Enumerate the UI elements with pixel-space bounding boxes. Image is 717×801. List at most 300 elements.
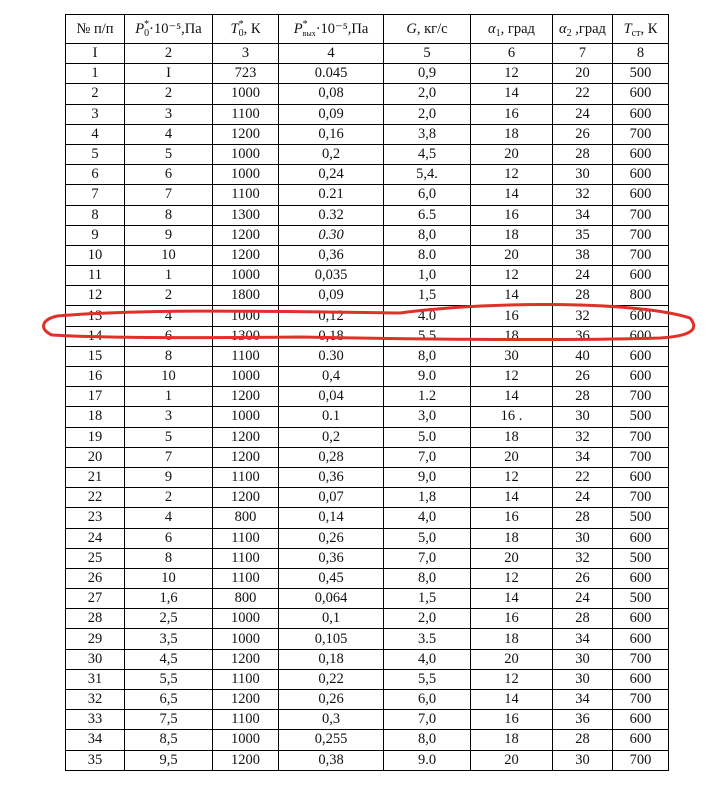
table-cell: 5,0: [384, 528, 471, 548]
table-cell: 16: [471, 104, 553, 124]
table-cell: 0,2: [279, 144, 384, 164]
table-cell: 600: [613, 528, 669, 548]
table-cell: 500: [613, 64, 669, 84]
table-cell: 16: [471, 609, 553, 629]
table-cell: 30: [66, 649, 125, 669]
table-cell: 1000: [213, 730, 279, 750]
table-row: [66, 144, 669, 164]
table-cell: 40: [553, 346, 613, 366]
table-cell: 800: [613, 286, 669, 306]
table-cell: 33: [66, 710, 125, 730]
table-cell: 26: [553, 367, 613, 387]
table-cell: 32: [553, 427, 613, 447]
table-cell: 800: [213, 589, 279, 609]
table-cell: 34: [553, 629, 613, 649]
table-cell: 0,09: [279, 104, 384, 124]
table-cell: 0,035: [279, 266, 384, 286]
table-cell: 2,5: [125, 609, 213, 629]
table-cell: 6,0: [384, 185, 471, 205]
table-cell: 30: [553, 750, 613, 770]
table-cell: 1200: [213, 245, 279, 265]
table-cell: 16: [471, 508, 553, 528]
table-cell: 15: [66, 346, 125, 366]
table-cell: 32: [553, 548, 613, 568]
table-cell: 34: [553, 447, 613, 467]
table-cell: 1000: [213, 407, 279, 427]
table-row: [66, 326, 669, 346]
table-cell: 700: [613, 690, 669, 710]
table-row: [66, 467, 669, 487]
table-cell: 0.045: [279, 64, 384, 84]
table-row: [66, 447, 669, 467]
table-cell: 1000: [213, 306, 279, 326]
table-cell: 8: [125, 205, 213, 225]
table-cell: 7,0: [384, 548, 471, 568]
table-row: [66, 750, 669, 770]
table-cell: 8: [66, 205, 125, 225]
table-cell: 16: [66, 367, 125, 387]
table-cell: 12: [471, 266, 553, 286]
table-cell: 4,5: [125, 649, 213, 669]
table-cell: 1100: [213, 346, 279, 366]
table-cell: 3.5: [384, 629, 471, 649]
table-cell: 500: [613, 407, 669, 427]
table-cell: 12: [471, 669, 553, 689]
table-cell: 5.5: [384, 326, 471, 346]
column-number-5: 5: [384, 44, 471, 64]
table-cell: 1200: [213, 124, 279, 144]
table-cell: 12: [471, 568, 553, 588]
table-cell: 9,5: [125, 750, 213, 770]
table-row: [66, 306, 669, 326]
table-cell: 2,0: [384, 84, 471, 104]
table-row: [66, 528, 669, 548]
table-cell: 16 .: [471, 407, 553, 427]
table-cell: 36: [553, 710, 613, 730]
table-cell: 0.32: [279, 205, 384, 225]
table-cell: 29: [66, 629, 125, 649]
table-cell: 10: [125, 568, 213, 588]
table-cell: 0,36: [279, 548, 384, 568]
table-cell: 30: [553, 407, 613, 427]
table-cell: 36: [553, 326, 613, 346]
table-cell: 38: [553, 245, 613, 265]
table-cell: 6: [125, 326, 213, 346]
column-number-6: 6: [471, 44, 553, 64]
table-cell: 18: [66, 407, 125, 427]
table-cell: 12: [471, 64, 553, 84]
table-cell: 1800: [213, 286, 279, 306]
table-cell: 600: [613, 609, 669, 629]
table-cell: 6,5: [125, 690, 213, 710]
header-row: [66, 15, 669, 44]
table-cell: 1,5: [384, 286, 471, 306]
table-cell: 25: [66, 548, 125, 568]
table-cell: 0.1: [279, 407, 384, 427]
table-row: [66, 245, 669, 265]
table-cell: 16: [471, 710, 553, 730]
table-cell: 6: [125, 165, 213, 185]
column-number-3: 3: [213, 44, 279, 64]
table-cell: 9,0: [384, 467, 471, 487]
table-row: [66, 124, 669, 144]
table-cell: 600: [613, 104, 669, 124]
table-cell: 1000: [213, 165, 279, 185]
table-cell: 14: [471, 185, 553, 205]
table-cell: 700: [613, 750, 669, 770]
table-cell: 0,2: [279, 427, 384, 447]
table-cell: 8,0: [384, 568, 471, 588]
table-cell: 20: [553, 64, 613, 84]
table-row: [66, 64, 669, 84]
table-cell: 0,4: [279, 367, 384, 387]
table-cell: 13: [66, 306, 125, 326]
table-cell: 9: [125, 467, 213, 487]
table-cell: 2,0: [384, 104, 471, 124]
table-cell: 20: [66, 447, 125, 467]
table-cell: 7,0: [384, 447, 471, 467]
table-cell: 7: [66, 185, 125, 205]
variants-table: [65, 14, 669, 771]
table-cell: 6.5: [384, 205, 471, 225]
table-cell: 28: [553, 286, 613, 306]
table-cell: 22: [553, 467, 613, 487]
table-cell: 18: [471, 225, 553, 245]
table-cell: 8,0: [384, 225, 471, 245]
table-cell: 2: [66, 84, 125, 104]
table-cell: 22: [553, 84, 613, 104]
table-cell: 18: [471, 629, 553, 649]
column-header-1: № п/п: [66, 15, 125, 44]
table-cell: 32: [553, 185, 613, 205]
table-cell: 700: [613, 427, 669, 447]
table-cell: 0,9: [384, 64, 471, 84]
table-cell: 4,0: [384, 649, 471, 669]
table-cell: 3,0: [384, 407, 471, 427]
table-cell: 2: [125, 286, 213, 306]
table-cell: 35: [553, 225, 613, 245]
table-cell: 500: [613, 508, 669, 528]
column-header-5: G, кг/с: [384, 15, 471, 44]
table-cell: 8: [125, 346, 213, 366]
table-cell: 28: [66, 609, 125, 629]
table-cell: 1100: [213, 528, 279, 548]
table-cell: 7: [125, 447, 213, 467]
table-cell: 1300: [213, 326, 279, 346]
table-cell: 0,28: [279, 447, 384, 467]
table-cell: 1100: [213, 104, 279, 124]
table-cell: 700: [613, 205, 669, 225]
table-cell: 1,8: [384, 488, 471, 508]
table-cell: 4: [66, 124, 125, 144]
table-cell: 9: [66, 225, 125, 245]
table-cell: 18: [471, 427, 553, 447]
column-number-1: I: [66, 44, 125, 64]
column-number-row: [66, 44, 669, 64]
column-number-2: 2: [125, 44, 213, 64]
table-cell: 6: [125, 528, 213, 548]
table-cell: 27: [66, 589, 125, 609]
table-cell: 32: [66, 690, 125, 710]
table-cell: 5.0: [384, 427, 471, 447]
table-cell: 0,16: [279, 124, 384, 144]
table-cell: 0,26: [279, 690, 384, 710]
table-cell: 22: [66, 488, 125, 508]
table-row: [66, 609, 669, 629]
table-cell: 1100: [213, 548, 279, 568]
table-cell: 600: [613, 326, 669, 346]
table-cell: 1.2: [384, 387, 471, 407]
table-cell: 1: [66, 64, 125, 84]
table-cell: 2: [125, 488, 213, 508]
table-cell: 0,18: [279, 649, 384, 669]
table-cell: 28: [553, 609, 613, 629]
table-cell: 20: [471, 548, 553, 568]
table-cell: 5,4.: [384, 165, 471, 185]
table-cell: 1100: [213, 669, 279, 689]
table-row: [66, 407, 669, 427]
table-cell: 8,0: [384, 346, 471, 366]
table-cell: 28: [553, 387, 613, 407]
table-cell: 1000: [213, 266, 279, 286]
table-cell: 0,105: [279, 629, 384, 649]
table-cell: 1200: [213, 488, 279, 508]
table-cell: 600: [613, 306, 669, 326]
table-cell: 0,09: [279, 286, 384, 306]
table-cell: 600: [613, 629, 669, 649]
table-cell: 26: [553, 568, 613, 588]
table-cell: 3: [125, 407, 213, 427]
table-cell: 1200: [213, 750, 279, 770]
table-cell: 1300: [213, 205, 279, 225]
table-cell: 5,5: [384, 669, 471, 689]
table-cell: 30: [553, 649, 613, 669]
table-row: [66, 589, 669, 609]
table-cell: 1,0: [384, 266, 471, 286]
column-header-3: T * 0 , К: [213, 15, 279, 44]
table-cell: 0,064: [279, 589, 384, 609]
column-header-6: α 1 , град: [471, 15, 553, 44]
table-cell: 0,18: [279, 326, 384, 346]
table-cell: 700: [613, 387, 669, 407]
table-cell: 600: [613, 144, 669, 164]
table-cell: 600: [613, 730, 669, 750]
table-cell: 11: [66, 266, 125, 286]
table-cell: 1: [125, 387, 213, 407]
table-cell: 500: [613, 589, 669, 609]
table-cell: 10: [125, 367, 213, 387]
table-row: [66, 629, 669, 649]
table-cell: 18: [471, 528, 553, 548]
table-cell: 0,26: [279, 528, 384, 548]
table-cell: 700: [613, 225, 669, 245]
table-cell: 26: [553, 124, 613, 144]
table-cell: 14: [471, 488, 553, 508]
table-cell: 1100: [213, 185, 279, 205]
table-cell: I: [125, 64, 213, 84]
table-cell: 600: [613, 467, 669, 487]
table-cell: 5: [66, 144, 125, 164]
table-row: [66, 508, 669, 528]
table-cell: 23: [66, 508, 125, 528]
table-cell: 10: [125, 245, 213, 265]
table-cell: 34: [553, 690, 613, 710]
table-cell: 21: [66, 467, 125, 487]
table-cell: 0,45: [279, 568, 384, 588]
table-cell: 1000: [213, 367, 279, 387]
table-row: [66, 84, 669, 104]
table-cell: 1100: [213, 568, 279, 588]
table-cell: 1200: [213, 447, 279, 467]
table-cell: 1200: [213, 649, 279, 669]
table-cell: 5,5: [125, 669, 213, 689]
table-cell: 30: [553, 165, 613, 185]
table-cell: 16: [471, 205, 553, 225]
table-row: [66, 427, 669, 447]
table-cell: 0,12: [279, 306, 384, 326]
table-cell: 18: [471, 124, 553, 144]
table-row: [66, 568, 669, 588]
table-cell: 0,36: [279, 467, 384, 487]
table-cell: 0,1: [279, 609, 384, 629]
table-cell: 34: [553, 205, 613, 225]
table-cell: 800: [213, 508, 279, 528]
table-cell: 1200: [213, 690, 279, 710]
table-body: [66, 64, 669, 771]
column-header-2: P * 0 ·10⁻⁵,Па: [125, 15, 213, 44]
table-row: [66, 185, 669, 205]
table-cell: 4: [125, 508, 213, 528]
table-cell: 0.21: [279, 185, 384, 205]
table-cell: 600: [613, 84, 669, 104]
table-row: [66, 649, 669, 669]
column-number-8: 8: [613, 44, 669, 64]
table-cell: 20: [471, 245, 553, 265]
table-cell: 600: [613, 367, 669, 387]
table-cell: 24: [553, 104, 613, 124]
table-cell: 3,8: [384, 124, 471, 144]
table-cell: 1000: [213, 84, 279, 104]
table-cell: 3,5: [125, 629, 213, 649]
column-header-7: α 2 ,град: [553, 15, 613, 44]
table-cell: 0,14: [279, 508, 384, 528]
table-cell: 0,3: [279, 710, 384, 730]
table-cell: 0,22: [279, 669, 384, 689]
table-cell: 9.0: [384, 750, 471, 770]
table-cell: 1000: [213, 629, 279, 649]
table-row: [66, 346, 669, 366]
table-cell: 3: [66, 104, 125, 124]
table-row: [66, 488, 669, 508]
table-cell: 0,04: [279, 387, 384, 407]
table-cell: 2: [125, 84, 213, 104]
table-cell: 3: [125, 104, 213, 124]
table-cell: 1100: [213, 467, 279, 487]
table-cell: 14: [66, 326, 125, 346]
table-cell: 0,24: [279, 165, 384, 185]
table-row: [66, 266, 669, 286]
table-cell: 24: [553, 266, 613, 286]
table-cell: 0,38: [279, 750, 384, 770]
table-cell: 7: [125, 185, 213, 205]
table-cell: 30: [471, 346, 553, 366]
table-row: [66, 286, 669, 306]
table-row: [66, 669, 669, 689]
table-cell: 1000: [213, 609, 279, 629]
table-cell: 8,5: [125, 730, 213, 750]
table-row: [66, 387, 669, 407]
table-cell: 12: [471, 165, 553, 185]
table-cell: 600: [613, 346, 669, 366]
table-cell: 28: [553, 730, 613, 750]
table-cell: 700: [613, 245, 669, 265]
table-cell: 9.0: [384, 367, 471, 387]
table-cell: 14: [471, 286, 553, 306]
column-number-4: 4: [279, 44, 384, 64]
table-cell: 19: [66, 427, 125, 447]
table-cell: 16: [471, 306, 553, 326]
table-cell: 0,07: [279, 488, 384, 508]
table-cell: 723: [213, 64, 279, 84]
table-cell: 600: [613, 266, 669, 286]
table-cell: 0,255: [279, 730, 384, 750]
table-cell: 0,08: [279, 84, 384, 104]
table-cell: 0.30: [279, 346, 384, 366]
table-cell: 600: [613, 185, 669, 205]
table-cell: 12: [471, 467, 553, 487]
table-cell: 31: [66, 669, 125, 689]
table-cell: 700: [613, 447, 669, 467]
table-cell: 14: [471, 84, 553, 104]
table-cell: 1100: [213, 710, 279, 730]
table-cell: 1200: [213, 225, 279, 245]
table-cell: 700: [613, 649, 669, 669]
table-cell: 8.0: [384, 245, 471, 265]
table-row: [66, 730, 669, 750]
table-cell: 0.30: [279, 225, 384, 245]
table-cell: 700: [613, 124, 669, 144]
column-header-4: P * вых ·10⁻⁵,Па: [279, 15, 384, 44]
table-cell: 5: [125, 144, 213, 164]
table-row: [66, 205, 669, 225]
table-cell: 35: [66, 750, 125, 770]
table-cell: 20: [471, 750, 553, 770]
table-cell: 1200: [213, 427, 279, 447]
table-cell: 6,0: [384, 690, 471, 710]
table-cell: 1000: [213, 144, 279, 164]
table-cell: 8: [125, 548, 213, 568]
table-cell: 4,5: [384, 144, 471, 164]
table-cell: 28: [553, 144, 613, 164]
table-row: [66, 548, 669, 568]
table-cell: 18: [471, 730, 553, 750]
table-cell: 14: [471, 589, 553, 609]
table-cell: 600: [613, 710, 669, 730]
table-row: [66, 710, 669, 730]
table-cell: 1200: [213, 387, 279, 407]
table-cell: 5: [125, 427, 213, 447]
table-cell: 600: [613, 568, 669, 588]
table-cell: 6: [66, 165, 125, 185]
table-cell: 9: [125, 225, 213, 245]
table-cell: 20: [471, 144, 553, 164]
table-cell: 7,5: [125, 710, 213, 730]
table-cell: 28: [553, 508, 613, 528]
table-cell: 26: [66, 568, 125, 588]
table-cell: 34: [66, 730, 125, 750]
table-cell: 600: [613, 165, 669, 185]
table-cell: 4: [125, 124, 213, 144]
